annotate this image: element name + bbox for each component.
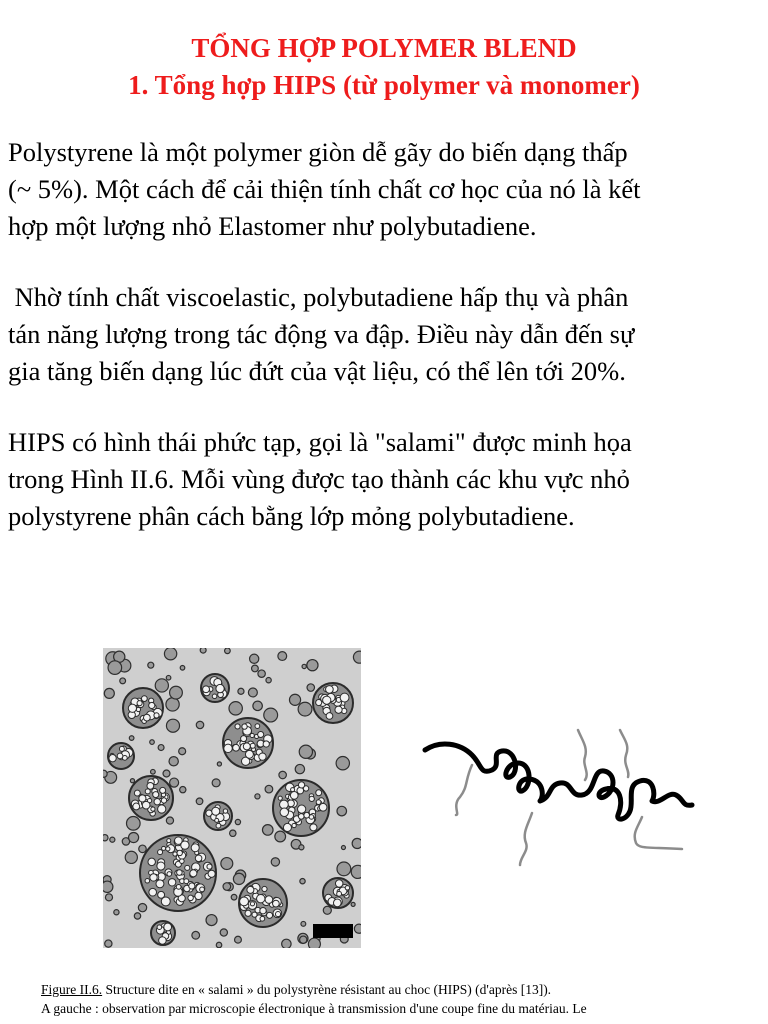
paragraph-1 [8,134,758,245]
caption-line: A gauche : observation par microscopie électronique à transmission d'une coupe fine du matériau. Le [41,1001,587,1016]
heading-block [0,30,768,104]
paragraph-line: hợp một lượng nhỏ Elastomer như polybutadiene. [8,211,537,241]
caption-text: Structure dite en « salami » du polystyrène résistant au choc (HIPS) (d'après [13]). [102,982,552,997]
paragraph-line: trong Hình II.6. Mỗi vùng được tạo thành các khu vực nhỏ [8,464,630,494]
paragraph-line: (~ 5%). Một cách để cải thiện tính chất cơ học của nó là kết [8,174,641,204]
paragraph-2 [8,279,758,390]
backbone-chain [425,744,692,819]
paragraph-3 [8,424,758,535]
figure-label: Figure II.6. [41,982,103,997]
paragraph-line: Polystyrene là một polymer giòn dễ gãy do biến dạng thấp [8,137,628,167]
polymer-chain-diagram [420,725,710,875]
paragraph-line: tán năng lượng trong tác động va đập. Điều này dẫn đến sự [8,319,635,349]
graft-branches [456,730,682,865]
caption-line [41,980,741,999]
section-title: 1. Tổng hợp HIPS (từ polymer và monomer) [128,70,640,100]
paragraph-line: polystyrene phân cách bằng lớp mỏng polybutadiene. [8,501,575,531]
paragraph-line: Nhờ tính chất viscoelastic, polybutadiene hấp thụ và phân [8,282,629,312]
paragraph-line: gia tăng biến dạng lúc đứt của vật liệu, có thể lên tới 20%. [8,356,626,386]
microscopy-image [103,648,361,948]
page-title: TỔNG HỢP POLYMER BLEND [191,33,577,63]
paragraph-line: HIPS có hình thái phức tạp, gọi là "salami" được minh họa [8,427,632,457]
figure-caption [41,980,741,1018]
scale-bar [313,924,353,938]
